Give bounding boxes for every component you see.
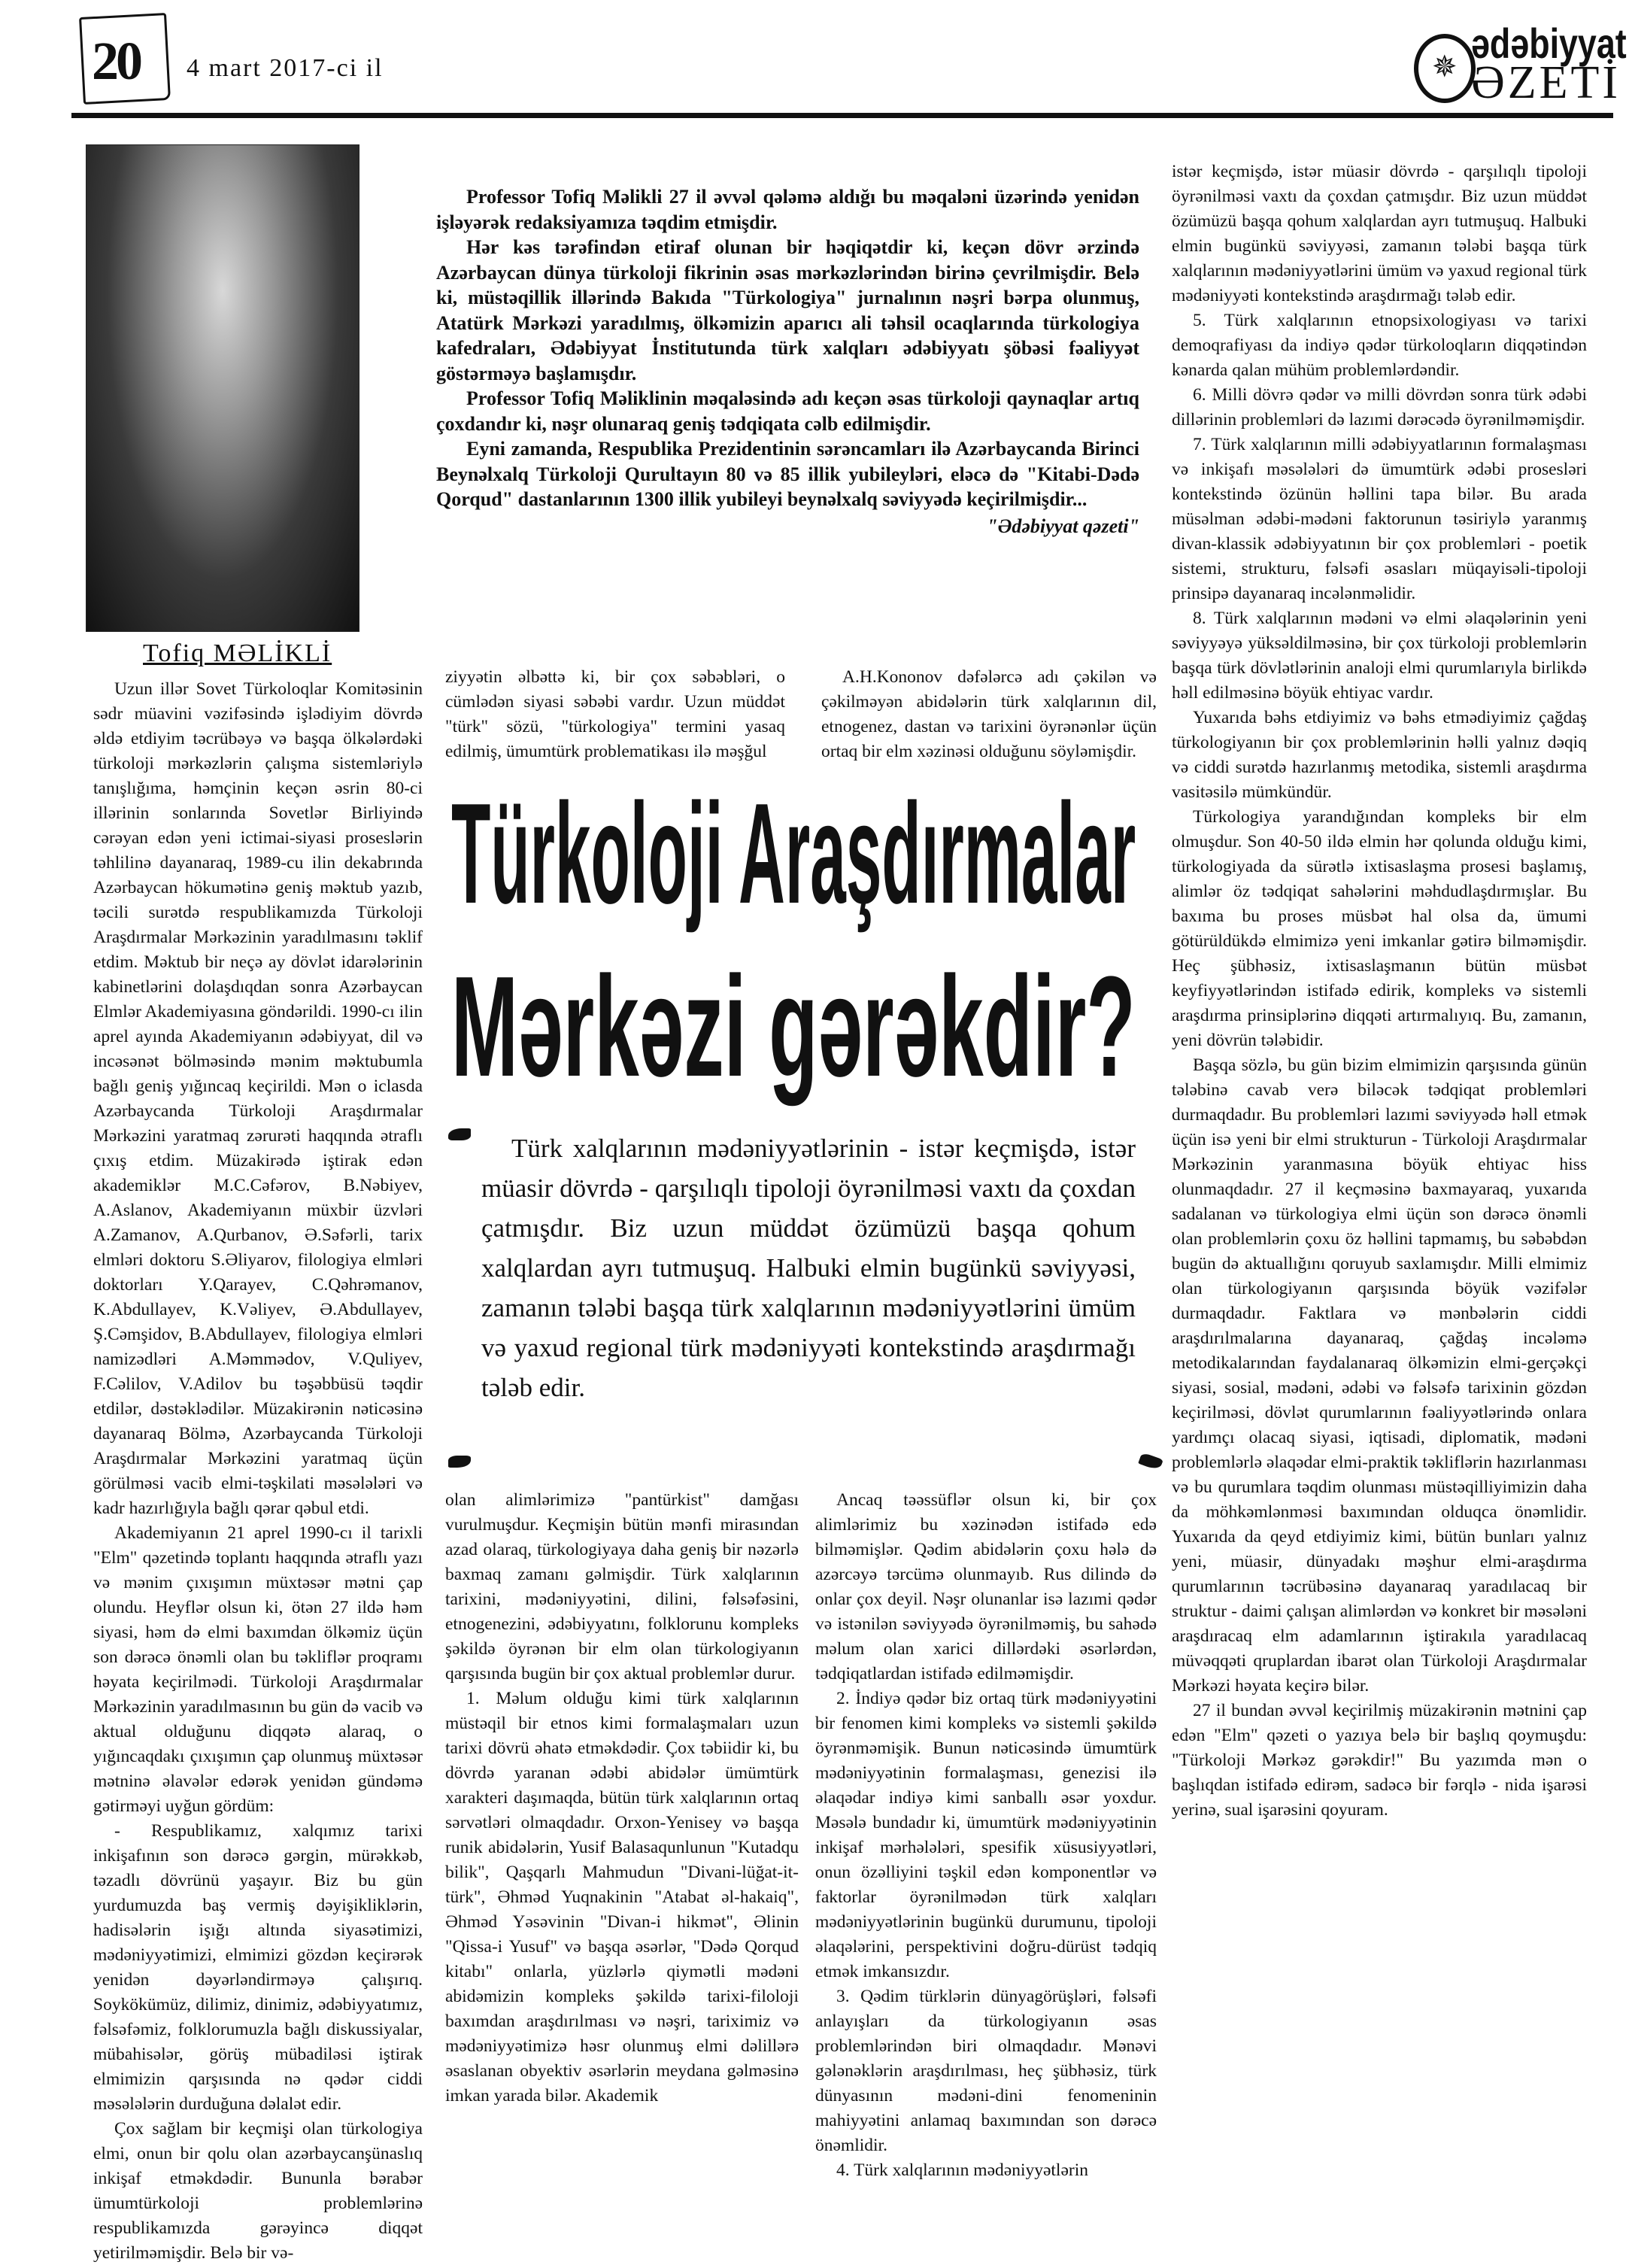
- author-photo: [86, 144, 359, 632]
- logo-line-1: ədəbiyyat: [1471, 20, 1627, 67]
- article-headline: [451, 767, 1143, 1113]
- issue-date: 4 mart 2017-ci il: [187, 54, 384, 82]
- paragraph: 2. İndiyə qədər biz ortaq türk mədəniyyətini bir fenomen kimi kompleks və sistemli şəkildə öyrənməmişik. Bunun nəticəsində ümumtürk mədəniyyətinin formalaşması, genezisi ilə əlaqədar indiyə kimi sanballı əsər yoxdur. Məsələ bundadır ki, ümumtürk mədəniyyətinin inkişaf mərhələləri, spesifik xüsusiyyətləri, onun özəlliyini təşkil edən komponentlər və faktorlar öyrənilmədən türk xalqları mədəniyyətlərinin bugünkü durumunu, tipoloji əlaqələrini, perspektivini doğru-dürüst tədqiq etmək imkansızdır.: [815, 1689, 1157, 1981]
- logo-line-2: ƏZETİ: [1471, 57, 1621, 108]
- column-2-bottom: [445, 1488, 799, 2191]
- pull-quote-text: Türk xalqlarının mədəniyyətlərinin - istər keçmişdə, istər müasir dövrdə - qarşılıqlı tipoloji öyrənilməsi vaxtı da çoxdan çatmışdır. Biz uzun müddət özümüzü başqa qohum xalqlardan ayrı tutmuşuq. Halbuki elmin bugünkü səviyyəsi, zamanın tələbi başqa türk xalqlarının mədəniyyətlərini ümüm və yaxud regional türk mədəniyyəti kontekstində araşdırmağı tələb edir.: [481, 1134, 1136, 1402]
- header-rule: [71, 113, 1613, 118]
- paragraph: Çox sağlam bir keçmişi olan türkologiya elmi, onun bir qolu olan azərbaycanşünaslıq inkişaf etməkdədir. Bununla bərabər ümumtürkoloji problemlərinə respublikamızda gərəyincə diqqət yetirilməmişdir. Belə bir və-: [93, 2119, 423, 2263]
- quote-ornament-icon: [448, 1456, 471, 1468]
- paragraph: 1. Məlum olduğu kimi türk xalqlarının müstəqil bir etnos kimi formalaşmaları uzun tarixi dövrü əhatə etməkdədir. Çox təbiidir ki, bu dövrdə yaranan ədəbi abidələr ümümtürk xarakteri daşımaqda, bütün türk xalqlarının ortaq sərvətləri olmaqdadır. Orxon-Yenisey və başqa runik abidələrin, Yusif Balasaqunlunun "Kutadqu bilik", Qaşqarlı Mahmudun "Divani-lüğat-it-türk", Əhməd Yuqnakinin "Atabat əl-hakaiq", Əhməd Yəsəvinin "Divan-i hikmət", Əlinin "Qissa-i Yusuf" və başqa əsərlər, "Dədə Qorqud kitabı" onlarla, yüzlərlə qiymətli mədəni abidəmizin kompleks şəkildə tarixi-filoloji baxımdan araşdırılması və nəşri, tariximiz və mədəniyyətimizə həsr olunmuş elmi dəlillərə əsaslanan obyektiv əsərlərin meydana gəlməsinə imkan yarada bilər. Akademik: [445, 1689, 799, 2106]
- paragraph: - Respublikamız, xalqımız tarixi inkişafının son dərəcə gərgin, mürəkkəb, təzadlı dövrünü yaşayır. Biz bu gün yurdumuzda baş vermiş dəyişikliklərin, hadisələrin işığı altında siyasətimizi, mədəniyyətimizi, elmimizi gözdən keçirərək yenidən dəyərləndirməyə çalışırıq. Soykökümüz, dilimiz, dinimiz, ədəbiyyatımız, fəlsəfəmiz, folklorumuzla bağlı diskussiyalar, mübahisələr, görüş mübadiləsi iştirak elmimizin qarşısında nə qədər ciddi məsələlərin durduğuna dəlalət edir.: [93, 1821, 423, 2114]
- paragraph: A.H.Kononov dəfələrcə adı çəkilən və çəkilməyən abidələrin türk xalqlarının dil, etnogenez, dastan və tarixini öyrənənlər üçün ortaq bir elm xəzinəsi olduğunu söyləmişdir.: [821, 667, 1157, 761]
- pull-quote: [481, 1128, 1136, 1407]
- quote-ornament-icon: [1138, 1452, 1163, 1471]
- newspaper-logo: [1414, 19, 1627, 109]
- paragraph: 3. Qədim türklərin dünyagörüşləri, fəlsəfi anlayışları da türkologiyanın əsas problemlərindən biri olmaqdadır. Mənəvi gələnəklərin araşdırılması, heç şübhəsiz, türk dünyasının mədəni-dini fenomeninin mahiyyətini anlamaq baxımından son dərəcə önəmlidir.: [815, 1987, 1157, 2155]
- paragraph: 6. Milli dövrə qədər və milli dövrdən sonra türk ədəbi dillərinin problemləri də lazımi dərəcədə öyrənilməmişdir.: [1172, 385, 1587, 430]
- page-number: 20: [92, 31, 140, 91]
- intro-signature: "Ədəbiyyat qəzeti": [987, 515, 1139, 537]
- paragraph: 8. Türk xalqlarının mədəni və elmi əlaqələrinin yeni səviyyəyə yüksəldilməsinə, bir çox türkoloji problemlərin başqa türk dövlətlərinin analoji elmi qurumlarıyla birlikdə həll edilməsinə böyük ehtiyac vardır.: [1172, 609, 1587, 703]
- left-column: [93, 677, 423, 2263]
- column-2-top: [445, 665, 785, 763]
- column-3-top: [821, 665, 1157, 763]
- headline-line-2: Mərkəzi gərəkdir?: [450, 947, 1136, 1107]
- paragraph: istər keçmişdə, istər müasir dövrdə - qarşılıqlı tipoloji öyrənilməsi vaxtı da çoxdan çatmışdır. Biz uzun müddət özümüzü başqa qohum xalqlardan ayrı tutmuşuq. Halbuki elmin bugünkü səviyyəsi, zamanın tələbi başqa türk xalqlarının mədəniyyətlərini ümüm və yaxud regional türk mədəniyyəti kontekstində araşdırmağı tələb edir.: [1172, 162, 1587, 305]
- column-3-bottom: [815, 1488, 1157, 2191]
- emblem-icon: ✵: [1414, 34, 1476, 103]
- intro-paragraph: Professor Tofiq Məlikli 27 il əvvəl qələmə aldığı bu məqaləni üzərində yenidən işləyərək redaksiyamıza təqdim etmişdir.: [436, 186, 1139, 233]
- right-column: [1172, 159, 1587, 2191]
- headline-line-1: Türkoloji Araşdırmalar: [451, 774, 1136, 934]
- photo-caption: Tofiq MƏLİKLİ: [143, 639, 332, 667]
- paragraph: 4. Türk xalqlarının mədəniyyətlərin: [836, 2160, 1089, 2180]
- intro-paragraph: Hər kəs tərəfindən etiraf olunan bir həqiqətdir ki, keçən dövr ərzində Azərbaycan dünya türkoloji fikrinin əsas mərkəzlərindən birinə çevrilmişdir. Belə ki, müstəqillik illərində Bakıda "Türkologiya" jurnalının nəşri bərpa olunmuş, Atatürk Mərkəzi yaradılmış, ölkəmizin aparıcı ali təhsil ocaqlarında türkologiya kafedraları, Ədəbiyyat İnstitutunda türk xalqları ədəbiyyatı şöbəsi fəaliyyət göstərməyə başlamışdır.: [436, 236, 1139, 384]
- editorial-intro: [436, 184, 1139, 621]
- paragraph: Ancaq təəssüflər olsun ki, bir çox alimlərimiz bu xəzinədən istifadə edə bilməmişlər. Qədim abidələrin çoxu hələ də azərcəyə tərcümə olunmayıb. Rus dilində də onlar çox deyil. Nəşr olunanlar isə lazımi qədər və istənilən səviyyədə öyrənilməmiş, bu sahədə məlum olan xarici dillərdəki əsərlərdən, tədqiqatlardan istifadə edilməmişdir.: [815, 1490, 1157, 1684]
- paragraph: Türkologiya yarandığından kompleks bir elm olmuşdur. Son 40-50 ildə elmin hər qolunda olduğu kimi, türkologiyada da sürətlə ixtisaslaşma prosesi başlamış, alimlər öz tədqiqat sahələrini məhdudlaşdırmışlar. Bu baxıma bu proses müsbət hal olsa da, ümumi götürüldükdə elmimizə yeni imkanlar gətirə bilməmişdir. Heç şübhəsiz, ixtisaslaşmanın bütün müsbət keyfiyyətlərindən istifadə edirik, kompleks və sistemli araşdırma prinsiplərinə diqqəti artırmalıyıq. Bu, zamanın, yeni dövrün tələbidir.: [1172, 807, 1587, 1050]
- intro-paragraph: Eyni zamanda, Respublika Prezidentinin sərəncamları ilə Azərbaycanda Birinci Beynəlxalq Türkoloji Qurultayın 80 və 85 illik yubileyləri, eləcə də "Kitabi-Dədə Qorqud" dastanlarının 1300 illik yubileyi beynəlxalq səviyyədə keçirilmişdir...: [436, 438, 1139, 510]
- paragraph: 5. Türk xalqlarının etnopsixologiyası və tarixi demoqrafiyası da indiyə qədər türkoloqların diqqətindən kənarda qalan mühüm problemlərdəndir.: [1172, 311, 1587, 380]
- paragraph: ziyyətin əlbəttə ki, bir çox səbəbləri, o cümlədən siyasi səbəbi vardır. Uzun müddət "türk" sözü, "türkologiya" termini yasaq edilmiş, ümumtürk problematikası ilə məşğul: [445, 667, 785, 761]
- paragraph: Başqa sözlə, bu gün bizim elmimizin qarşısında günün tələbinə cavab verə biləcək tədqiqat problemləri durmaqdadır. Bu problemləri lazımi səviyyədə həll etmək üçün isə yeni bir elmi strukturun - Türkoloji Araşdırmalar Mərkəzinin yaranmasına böyük ehtiyac hiss olunmaqdadır. 27 il keçməsinə baxmayaraq, yuxarıda sadalanan və türkologiya elmi üçün son dərəcə önəmli olan problemlərin çoxu öz həllini tapmamış, bu səbəbdən bugün də aktuallığını qoruyub saxlamışdır. Milli elmimiz olan türkologiyanın qarşısında böyük vəzifələr durmaqdadır. Faktlara və mənbələrin ciddi araşdırılmalarına dayanaraq, çağdaş incələmə metodikalarından faydalanaraq ölkəmizin elmi-gerçəkçi siyasi, sosial, mədəni, ədəbi və fəlsəfə tarixinin gözdən keçirilməsi, dövlət qurumlarının fəaliyyətlərində onlara yardımçı olacaq siyasi, iqtisadi, diplomatik, mədəni problemlərlə əlaqədar elmi-praktik təkliflərin hazırlanması və bu qurumlara təqdim olunması müstəqilliyimizin daha da möhkəmlənməsi baxımından olduqca önəmlidir. Yuxarıda da qeyd etdiyimiz kimi, bütün bunları yalnız yeni, müasir, dünyadakı məşhur elmi-araşdırma qurumlarının təcrübəsinə dayanaraq yaradılacaq bir struktur - daimi çalışan alimlərdən və konkret bir məsələni araşdıracaq elm adamlarının iştirakıla yaradılacaq müvəqqəti qruplardan ibarət olan Türkoloji Araşdırmalar Mərkəzi həyata keçirə bilər.: [1172, 1055, 1588, 1696]
- paragraph: 27 il bundan əvvəl keçirilmiş müzakirənin mətnini çap edən "Elm" qəzeti o yazıya belə bir başlıq qoymuşdu: "Türkoloji Mərkəz gərəkdir!" Bu yazımda mən o başlıqdan istifadə edirəm, sadəcə bir fərqlə - nida işarəsi yerinə, sual işarəsini qoyuram.: [1172, 1701, 1587, 1820]
- paragraph: olan alimlərimizə "pantürkist" damğası vurulmuşdur. Keçmişin bütün mənfi mirasından azad olaraq, türkologiyaya daha geniş bir nəzərlə baxmaq zamanı gəlmişdir. Türk xalqlarının tarixini, mədəniyyətini, dilini, fəlsəfəsini, etnogenezini, ədəbiyyatını, folklorunu kompleks şəkildə öyrənən bir elm olan türkologiyanın qarşısında bugün bir çox aktual problemlər durur.: [445, 1490, 799, 1684]
- paragraph: Akademiyanın 21 aprel 1990-cı il tarixli "Elm" qəzetində toplantı haqqında ətraflı yazı və mənim çıxışımın müxtəsər mətni çap olundu. Heyflər olsun ki, ötən 27 ildə həm siyasi, həm də elmi baxımdan ölkəmiz üçün son dərəcə önəmli olan bu təkliflər proqramı həyata keçirilmədi. Türkoloji Araşdırmalar Mərkəzinin yaradılmasının bu gün də vacib və aktual olduğunu diqqətə alaraq, o yığıncaqdakı çıxışımın çap olunmuş müxtəsər mətninə əlavələr edərək yenidən gündəmə gətirməyi uyğun gördüm:: [93, 1523, 423, 1816]
- quote-ornament-icon: [448, 1128, 471, 1140]
- intro-paragraph: Professor Tofiq Məliklinin məqaləsində adı keçən əsas türkoloji qaynaqlar artıq çoxdandır ki, nəşr olunaraq geniş tədqiqata cəlb edilmişdir.: [436, 387, 1139, 435]
- paragraph: 7. Türk xalqlarının milli ədəbiyyatlarının formalaşması və inkişafı məsələləri də ümumtürk ədəbi prosesləri kontekstində özünün həllini tapa bilər. Bu arada müsəlman ədəbi-mədəni faktorunun təsiriylə yaranmış divan-klassik ədəbiyyatının bir çox problemləri - poetik sistemi, strukturu, fəlsəfi əsasları müqayisəli-tipoloji prinsipə dayanaraq incələnməlidir.: [1172, 435, 1587, 603]
- paragraph: Uzun illər Sovet Türkoloqlar Komitəsinin sədr müavini vəzifəsində işlədiyim dövrdə əldə etdiyim təcrübəyə və başqa ölkələrdəki türkoloji mərkəzlərin çalışma sistemləriylə tanışlığıma, həmçinin keçən əsrin 80-ci illərinin sonlarında Sovetlər Birliyində cərəyan edən yeni ictimai-siyasi proseslərin təhlilinə dayanaraq, 1989-cu ilin dekabrında Azərbaycan hökumətinə geniş məktub yazıb, təcili surətdə respublikamızda Türkoloji Araşdırmalar Mərkəzinin yaradılmasını təklif etdim. Məktub bir neçə ay dövlət idarələrinin kabinetlərini dolaşdıqdan sonra Azərbaycan Elmlər Akademiyasına göndərildi. 1990-cı ilin aprel ayında Akademiyanın ədəbiyyat, dil və incəsənət bölməsində mənim məktubumla bağlı geniş yığıncaq keçirildi. Mən o iclasda Azərbaycanda Türkoloji Araşdırmalar Mərkəzini yaratmaq zərurəti haqqında ətraflı çıxış etdim. Müzakirədə iştirak edən akademiklər M.C.Cəfərov, B.Nəbiyev, A.Aslanov, Akademiyanın müxbir üzvləri A.Zamanov, A.Qurbanov, Ə.Səfərli, tarix elmləri doktoru S.Əliyarov, filologiya elmləri doktorları Y.Qarayev, C.Qəhrəmanov, K.Abdullayev, K.Vəliyev, Ə.Abdullayev, Ş.Cəmşidov, B.Abdullayev, filologiya elmləri namizədləri A.Məmmədov, V.Quliyev, F.Cəlilov, V.Adilov bu təşəbbüsü təqdir etdilər, dəstəklədilər. Müzakirənin nəticəsinə dayanaraq Bölmə, Azərbaycanda Türkoloji Araşdırmalar Mərkəzini yaratmaq üçün görülməsi vacib elmi-təşkilati məsələləri və kadr hazırlığıyla bağlı qərar qəbul etdi.: [93, 679, 423, 1518]
- paragraph: Yuxarıda bəhs etdiyimiz və bəhs etmədiyimiz çağdaş türkologiyanın bir çox problemlərinin həlli yalnız dəqiq və ciddi surətdə hazırlanmış metodika, sistemli araşdırma vasitəsilə mümkündür.: [1172, 708, 1587, 802]
